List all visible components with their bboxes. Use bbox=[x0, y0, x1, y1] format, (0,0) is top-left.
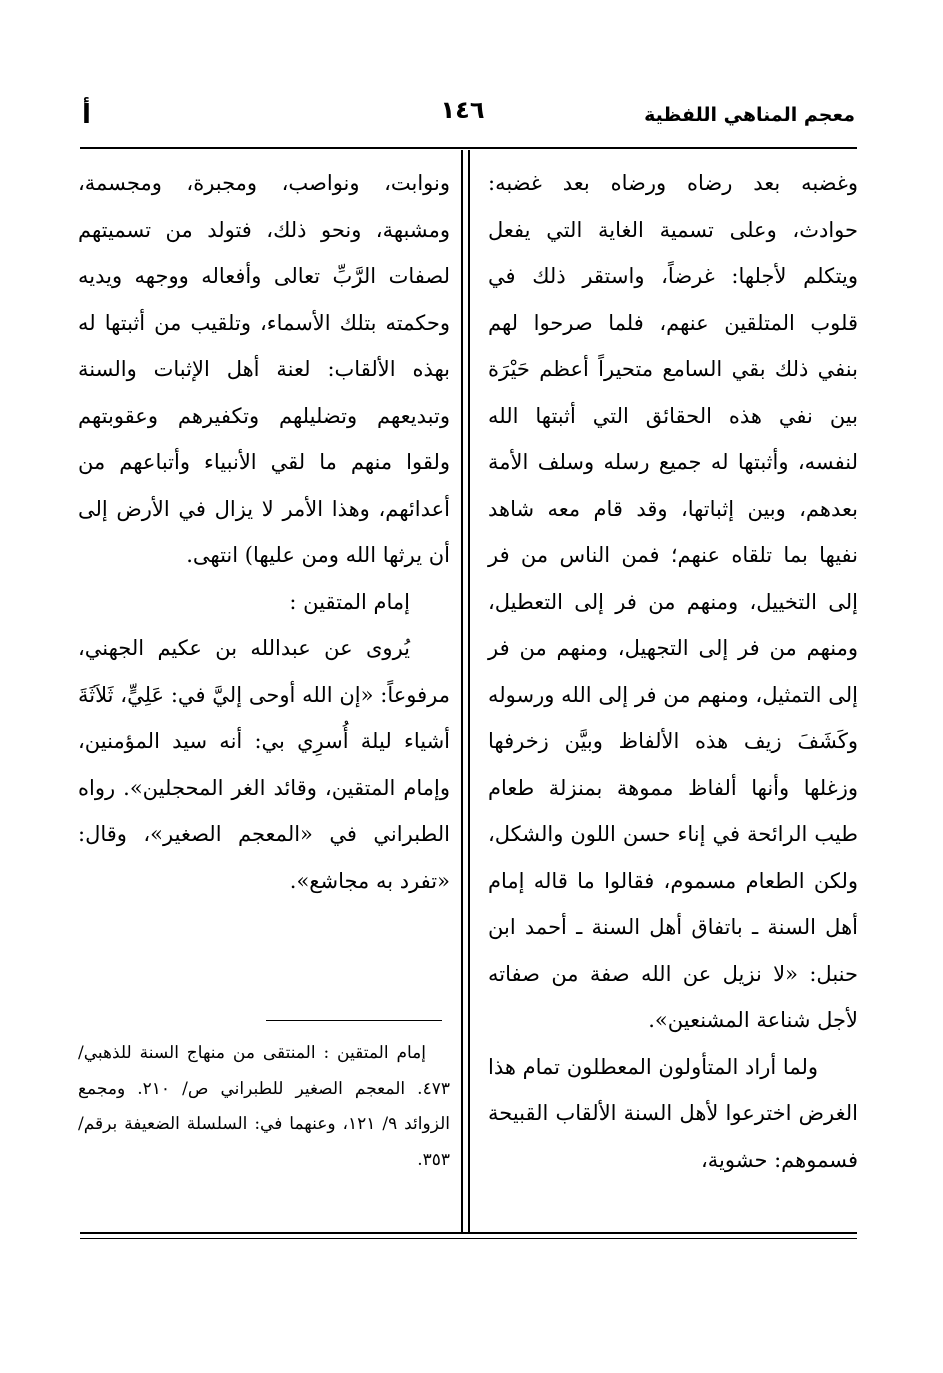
entry-heading: إمام المتقين : bbox=[289, 589, 410, 614]
body-paragraph: ولما أراد المتأولون المعطلون تمام هذا الغرض اخترعوا لأهل السنة الألقاب القبيحة فسموهم: حشوية، bbox=[488, 1054, 858, 1172]
footer-rule bbox=[80, 1232, 857, 1234]
body-paragraph: ونوابت، ونواصب، ومجبرة، ومجسمة، ومشبهة، ونحو ذلك، فتولد من تسميتهم لصفات الرَّبِّ تعالى وأفعاله ووجهه ويديه وحكمته بتلك الأسماء، وتلقيب من أثبتها له بهذه الألقاب: لعنة أهل الإثبات والسنة وتبديعهم وتضليلهم وتكفيرهم وعقوبتهم ولقوا منهم ما لقي الأنبياء وأتباعهم من أعدائهم، وهذا الأمر لا يزال في الأرض إلى أن يرثها الله ومن عليها) انتهى. bbox=[78, 171, 450, 567]
column-divider-left-line bbox=[461, 150, 463, 1232]
footnote bbox=[78, 1036, 450, 1178]
body-paragraph: وغضبه بعد رضاه ورضاه بعد غضبه: حوادث، وعلى تسمية الغاية التي يفعل ويتكلم لأجلها: غرضاً، واستقر ذلك في قلوب المتلقين عنهم، فلما صرحوا لهم بنفي ذلك بقي السامع متحيراً أعظم حَيْرَة بين نفي هذه الحقائق التي أثبتها الله لنفسه، وأثبتها له جميع رسله وسلف الأمة بعدهم، وبين إثباتها، وقد قام معه شاهد نفيها بما تلقاه عنهم؛ فمن الناس من فر إلى التخييل، ومنهم من فر إلى التعطيل، ومنهم من فر إلى التجهيل، ومنهم من فر إلى التمثيل، ومنهم من فر إلى الله ورسوله وكَشَفَ زيف هذه الألفاظ وبيَّن زخرفها وزغلها وأنها ألفاظ مموهة بمنزلة طعام طيب الرائحة في إناء حسن اللون والشكل، ولكن الطعام مسموم، فقالوا ما قاله إمام أهل السنة ـ باتفاق أهل السنة ـ أحمد ابن حنبل: «لا نزيل عن الله صفة من صفاته لأجل شناعة المشنعين». bbox=[488, 171, 858, 1032]
header-rule bbox=[80, 147, 857, 149]
page-number: ١٤٦ bbox=[440, 96, 485, 124]
footer-rule-thin bbox=[80, 1238, 857, 1239]
footnote-text: إمام المتقين : المنتقى من منهاج السنة للذهبي/ ٤٧٣. المعجم الصغير للطبراني ص/ ٢١٠. ومجمع الزوائد ٩/ ١٢١، وعنهما في: السلسلة الضعيفة برقم/ ٣٥٣. bbox=[78, 1043, 450, 1170]
footnote-separator bbox=[266, 1020, 442, 1021]
right-column bbox=[488, 160, 858, 1183]
left-column bbox=[78, 160, 450, 904]
page-header bbox=[70, 96, 855, 140]
column-divider-right-line bbox=[468, 150, 470, 1232]
signature-mark: أ bbox=[82, 100, 91, 130]
body-paragraph: يُروى عن عبدالله بن عكيم الجهني، مرفوعاً: «إن الله أوحى إليَّ في: عَلِيٍّ، ثَلاَثَةَ أشياء ليلة أُسرِي بي: أنه سيد المؤمنين، وإمام المتقين، وقائد الغر المحجلين». رواه الطبراني في «المعجم الصغير»، وقال: «تفرد به مجاشع». bbox=[78, 636, 450, 893]
running-title: معجم المناهي اللفظية bbox=[644, 104, 855, 126]
